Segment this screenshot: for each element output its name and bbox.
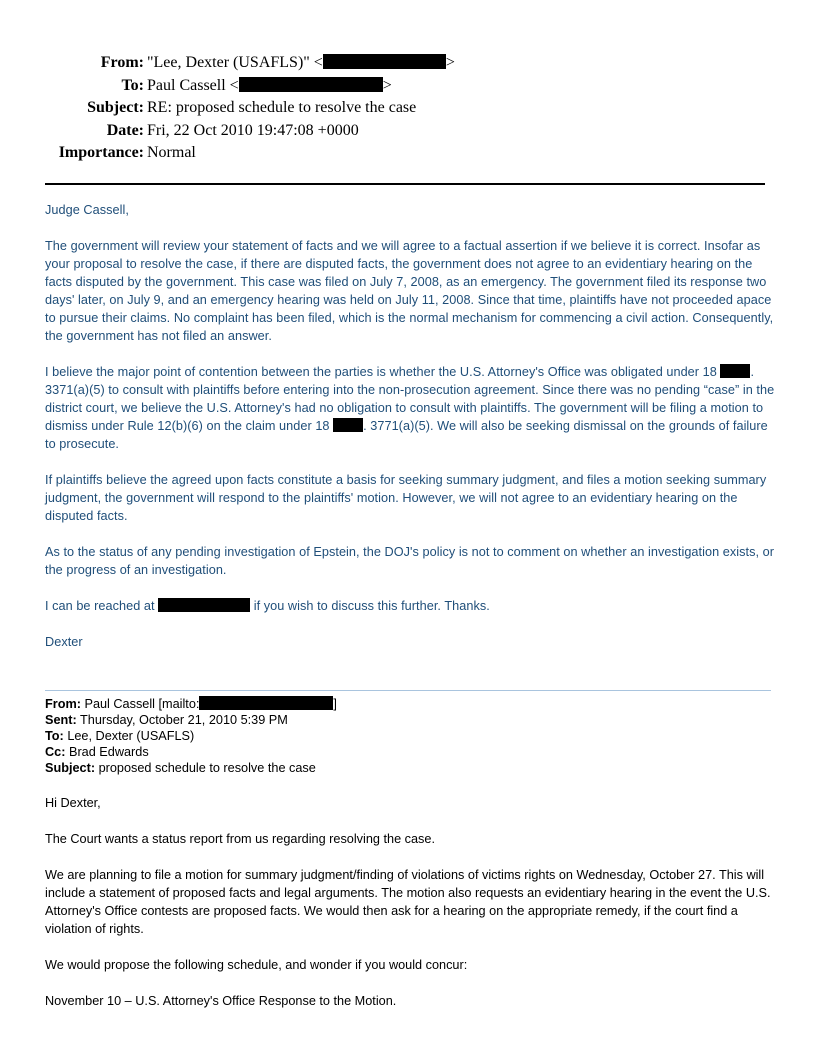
date-label: Date: (106, 121, 144, 139)
to-value-close: > (382, 76, 392, 94)
importance-value: Normal (147, 144, 196, 161)
redaction-block (720, 364, 750, 378)
reply-greeting: Judge Cassell, (45, 203, 129, 217)
orig-to-row: To: Lee, Dexter (USAFLS) (45, 729, 195, 743)
orig-paragraph: The Court wants a status report from us regarding resolving the case. (45, 832, 435, 846)
reply-paragraph: I believe the major point of contention between the parties is whether the U.S. Attorney's Office was obligated under 18 . 3371(a)(5) to consult with plaintiffs before entering into the non-prosecution agreement. Since there was no pending “case” in the district court, we believe the U.S. Attorney's had no obligation to consult with plaintiffs. The government will be filing a motion to dismiss under Rule 12(b)(6) on the claim under 18 . 3771(a)(5). We will also be seeking dismissal on the grounds of failure to prosecute. (45, 365, 775, 451)
to-value: Paul Cassell < (147, 76, 239, 94)
orig-from-row: From: Paul Cassell [mailto: ] (45, 697, 337, 711)
orig-paragraph: November 10 – U.S. Attorney's Office Response to the Motion. (45, 994, 397, 1008)
redaction-block (333, 418, 363, 432)
header-importance-row (0, 142, 816, 165)
redaction-block (199, 696, 333, 710)
message-separator (45, 690, 771, 691)
orig-greeting: Hi Dexter, (45, 796, 101, 810)
orig-sent-row: Sent: Thursday, October 21, 2010 5:39 PM (45, 713, 288, 727)
header-divider (45, 183, 765, 185)
subject-value: RE: proposed schedule to resolve the case (147, 99, 417, 116)
importance-label: Importance: (58, 144, 144, 161)
reply-paragraph: If plaintiffs believe the agreed upon facts constitute a basis for seeking summary judgment, and files a motion seeking summary judgment, the government will respond to the plaintiffs' motion. However, we will not agree to an evidentiary hearing on the disputed facts. (45, 473, 767, 523)
redaction-block (323, 54, 446, 69)
orig-paragraph: We would propose the following schedule, and wonder if you would concur: (45, 958, 468, 972)
reply-paragraph: I can be reached at if you wish to discuss this further. Thanks. (45, 599, 490, 613)
reply-paragraph: The government will review your statement of facts and we will agree to a factual assertion if we believe it is correct. Insofar as your proposal to resolve the case, if there are disputed facts, the government does not agree to an evidentiary hearing on the facts disputed by the government. This case was filed on July 7, 2008, as an emergency. The government filed its response two days' later, on July 9, and an emergency hearing was held on July 11, 2008. Since that time, plaintiffs have not proceeded apace to pursue their claims. No complaint has been filed, which is the normal mechanism for commencing a civil action. Consequently, the government has not filed an answer. (45, 239, 774, 343)
redaction-block (239, 77, 383, 92)
orig-paragraph: We are planning to file a motion for summary judgment/finding of violations of victims rights on Wednesday, October 27. This will include a statement of proposed facts and legal arguments. The motion also requests an evidentiary hearing in the event the U.S. Attorney's Office contests are proposed facts. We would then ask for a hearing on the appropriate remedy, if the court find a violation of rights. (45, 868, 771, 936)
header-from-row (0, 52, 816, 75)
header-subject-row (0, 97, 816, 120)
from-value: "Lee, Dexter (USAFLS)" < (147, 54, 323, 71)
subject-label: Subject: (87, 99, 144, 116)
orig-cc-row: Cc: Brad Edwards (45, 745, 149, 759)
reply-body (45, 201, 775, 669)
header-to-row (0, 75, 816, 98)
reply-paragraph: As to the status of any pending investigation of Epstein, the DOJ's policy is not to comment on whether an investigation exists, or the progress of an investigation. (45, 545, 775, 577)
to-label: To: (121, 76, 144, 94)
from-value-close: > (445, 54, 455, 71)
email-header (0, 52, 816, 165)
original-message (45, 696, 780, 1028)
original-meta (45, 696, 780, 776)
orig-subject-row: Subject: proposed schedule to resolve the case (45, 761, 316, 775)
redaction-block (158, 598, 250, 612)
date-value: Fri, 22 Oct 2010 19:47:08 +0000 (147, 121, 359, 139)
header-date-row (0, 120, 816, 143)
from-label: From: (100, 54, 144, 71)
reply-signoff: Dexter (45, 635, 83, 649)
